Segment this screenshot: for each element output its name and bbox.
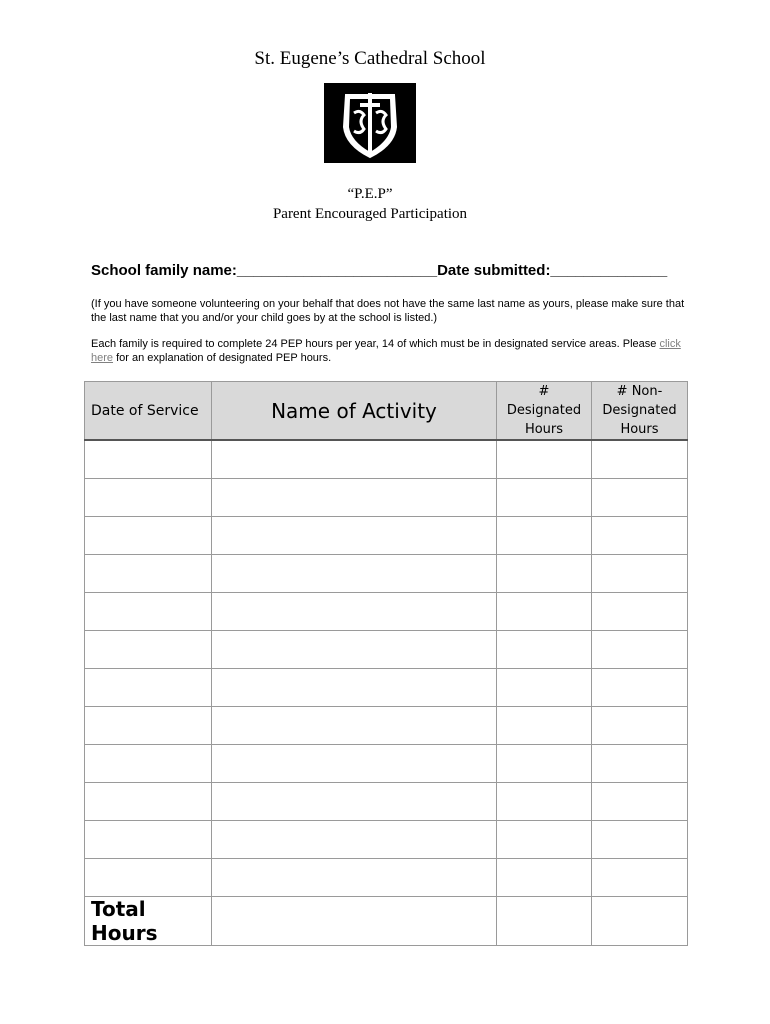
table-row bbox=[85, 555, 688, 593]
non-designated-hours-cell[interactable] bbox=[592, 669, 688, 707]
activity-cell[interactable] bbox=[212, 631, 497, 669]
activity-cell[interactable] bbox=[212, 745, 497, 783]
non-designated-hours-cell[interactable] bbox=[592, 631, 688, 669]
activity-cell[interactable] bbox=[212, 859, 497, 897]
designated-hours-cell[interactable] bbox=[497, 517, 592, 555]
designated-hours-cell[interactable] bbox=[497, 555, 592, 593]
designated-hours-cell[interactable] bbox=[497, 783, 592, 821]
designated-hours-cell[interactable] bbox=[497, 821, 592, 859]
table-row bbox=[85, 517, 688, 555]
column-header-designated-hours: # Designated Hours bbox=[497, 382, 592, 441]
date-cell[interactable] bbox=[85, 669, 212, 707]
activity-cell[interactable] bbox=[212, 440, 497, 479]
non-designated-hours-cell[interactable] bbox=[592, 555, 688, 593]
designated-hours-cell[interactable] bbox=[497, 593, 592, 631]
non-designated-hours-cell[interactable] bbox=[592, 859, 688, 897]
activity-cell[interactable] bbox=[212, 821, 497, 859]
school-crest-logo bbox=[324, 83, 416, 163]
table-row bbox=[85, 593, 688, 631]
total-activity-cell[interactable] bbox=[212, 897, 497, 946]
column-header-date: Date of Service bbox=[85, 382, 212, 441]
activity-cell[interactable] bbox=[212, 555, 497, 593]
column-header-non-designated-hours: # Non- Designated Hours bbox=[592, 382, 688, 441]
requirement-text-after: for an explanation of designated PEP hours. bbox=[113, 352, 332, 364]
non-designated-hours-cell[interactable] bbox=[592, 440, 688, 479]
designated-hours-cell[interactable] bbox=[497, 707, 592, 745]
volunteer-note: (If you have someone volunteering on your behalf that does not have the same last name as yours, please make sure that the last name that you and/or your child goes by at the school is listed.) bbox=[91, 298, 685, 324]
click-here-link[interactable]: click here bbox=[91, 338, 681, 364]
table-row bbox=[85, 859, 688, 897]
form-fields-line bbox=[91, 262, 667, 279]
program-title bbox=[0, 184, 740, 224]
date-cell[interactable] bbox=[85, 440, 212, 479]
program-full-name: Parent Encouraged Participation bbox=[272, 206, 468, 222]
designated-hours-cell[interactable] bbox=[497, 479, 592, 517]
date-cell[interactable] bbox=[85, 859, 212, 897]
designated-hours-cell[interactable] bbox=[497, 631, 592, 669]
non-designated-hours-cell[interactable] bbox=[592, 821, 688, 859]
date-cell[interactable] bbox=[85, 745, 212, 783]
activity-cell[interactable] bbox=[212, 593, 497, 631]
date-cell[interactable] bbox=[85, 783, 212, 821]
activity-cell[interactable] bbox=[212, 783, 497, 821]
total-hours-row bbox=[85, 897, 688, 946]
date-cell[interactable] bbox=[85, 517, 212, 555]
table-row bbox=[85, 783, 688, 821]
designated-hours-cell[interactable] bbox=[497, 669, 592, 707]
total-designated-hours-cell[interactable] bbox=[497, 897, 592, 946]
requirement-text bbox=[91, 337, 691, 365]
date-cell[interactable] bbox=[85, 479, 212, 517]
program-acronym: “P.E.P” bbox=[347, 186, 393, 202]
activity-cell[interactable] bbox=[212, 517, 497, 555]
date-submitted-field[interactable]: Date submitted:______________ bbox=[437, 262, 668, 279]
date-cell[interactable] bbox=[85, 555, 212, 593]
table-header-row bbox=[85, 382, 688, 441]
non-designated-hours-cell[interactable] bbox=[592, 707, 688, 745]
hours-log-table bbox=[84, 381, 688, 946]
total-hours-label: Total Hours bbox=[85, 897, 212, 946]
date-cell[interactable] bbox=[85, 631, 212, 669]
column-header-activity: Name of Activity bbox=[212, 382, 497, 441]
activity-cell[interactable] bbox=[212, 669, 497, 707]
table-row bbox=[85, 707, 688, 745]
non-designated-hours-cell[interactable] bbox=[592, 593, 688, 631]
total-non-designated-hours-cell[interactable] bbox=[592, 897, 688, 946]
table-row bbox=[85, 821, 688, 859]
date-cell[interactable] bbox=[85, 707, 212, 745]
table-body bbox=[85, 440, 688, 946]
designated-hours-cell[interactable] bbox=[497, 440, 592, 479]
non-designated-hours-cell[interactable] bbox=[592, 745, 688, 783]
date-cell[interactable] bbox=[85, 593, 212, 631]
activity-cell[interactable] bbox=[212, 707, 497, 745]
table-row bbox=[85, 479, 688, 517]
table-row bbox=[85, 669, 688, 707]
non-designated-hours-cell[interactable] bbox=[592, 479, 688, 517]
activity-cell[interactable] bbox=[212, 479, 497, 517]
date-cell[interactable] bbox=[85, 821, 212, 859]
table-row bbox=[85, 745, 688, 783]
designated-hours-cell[interactable] bbox=[497, 859, 592, 897]
table-row bbox=[85, 631, 688, 669]
table-row bbox=[85, 440, 688, 479]
school-title: St. Eugene’s Cathedral School bbox=[254, 48, 486, 69]
requirement-text-before: Each family is required to complete 24 PEP hours per year, 14 of which must be in designated service areas. Please bbox=[91, 338, 660, 350]
family-name-field[interactable]: School family name:________________________ bbox=[91, 262, 438, 279]
non-designated-hours-cell[interactable] bbox=[592, 783, 688, 821]
designated-hours-cell[interactable] bbox=[497, 745, 592, 783]
non-designated-hours-cell[interactable] bbox=[592, 517, 688, 555]
